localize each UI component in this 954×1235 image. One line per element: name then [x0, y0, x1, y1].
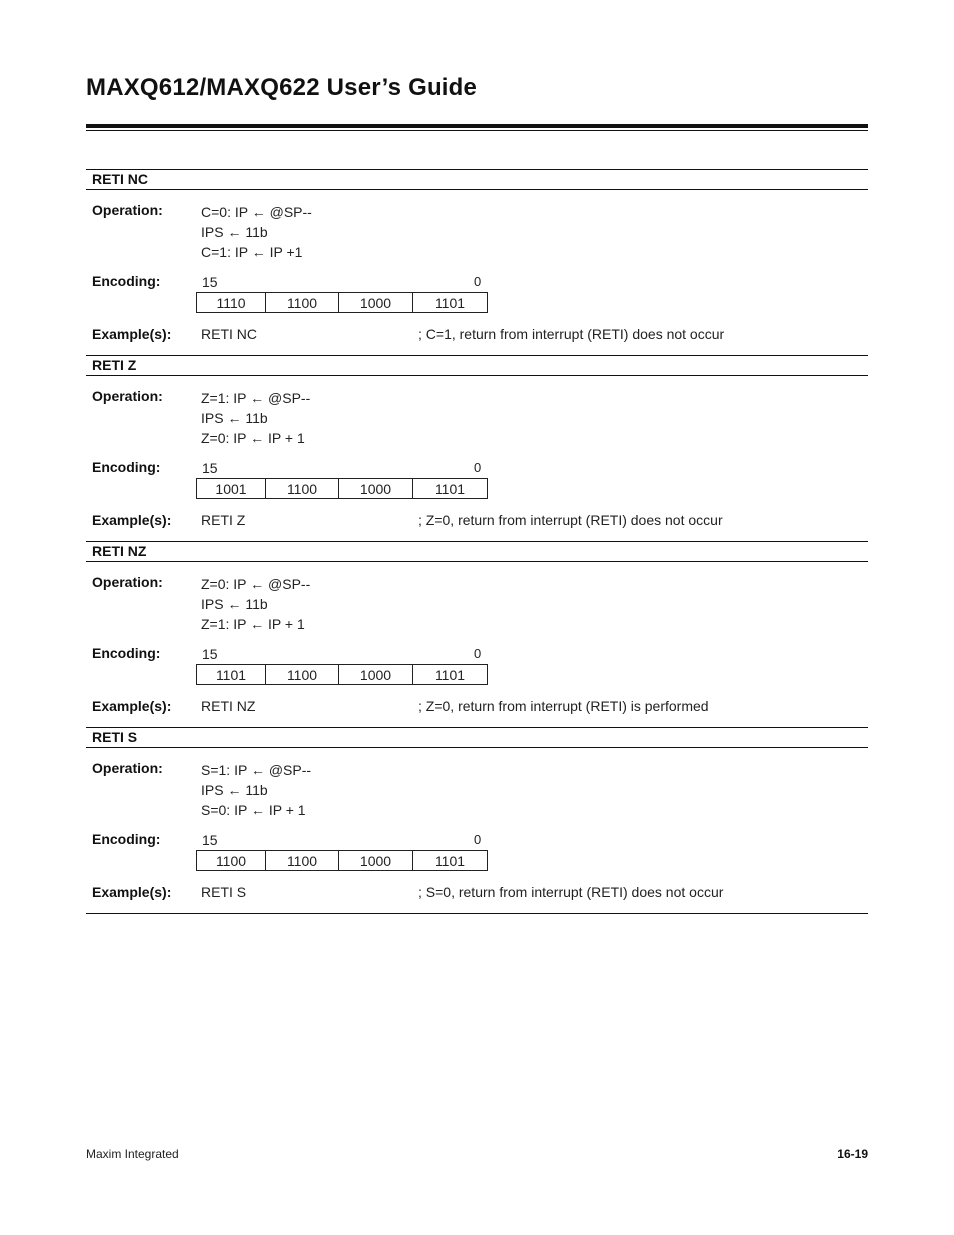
- encoding-nibble: 1100: [197, 851, 266, 871]
- operation-line: Z=0: IP ← @SP--: [201, 576, 311, 592]
- operation-line: S=1: IP ← @SP--: [201, 762, 312, 778]
- instruction-heading: RETI Z: [92, 357, 137, 373]
- page-title: MAXQ612/MAXQ622 User’s Guide: [86, 74, 478, 101]
- bit-high-label: 15: [202, 274, 218, 290]
- operation-label: Operation:: [92, 202, 163, 218]
- bottom-rule: [86, 913, 868, 914]
- bit-high-label: 15: [202, 646, 218, 662]
- encoding-nibble: 1100: [266, 479, 339, 499]
- operation-line: C=0: IP ← @SP--: [201, 204, 312, 220]
- encoding-label: Encoding:: [92, 831, 161, 847]
- instruction-heading: RETI S: [92, 729, 138, 745]
- encoding-nibble: 1100: [266, 665, 339, 685]
- section-top-rule: [86, 727, 868, 728]
- examples-label: Example(s):: [92, 698, 172, 714]
- encoding-table: [196, 664, 488, 685]
- instruction-heading: RETI NC: [92, 171, 148, 187]
- example-code: RETI Z: [201, 512, 246, 528]
- encoding-table: [196, 292, 488, 313]
- encoding-nibble: 1000: [339, 293, 413, 313]
- bit-low-label: 0: [474, 460, 482, 475]
- example-comment: ; S=0, return from interrupt (RETI) does not occur: [418, 884, 724, 900]
- example-comment: ; Z=0, return from interrupt (RETI) does not occur: [418, 512, 723, 528]
- encoding-label: Encoding:: [92, 645, 161, 661]
- example-code: RETI S: [201, 884, 247, 900]
- bit-low-label: 0: [474, 274, 482, 289]
- encoding-nibble: 1101: [197, 665, 266, 685]
- operation-label: Operation:: [92, 760, 163, 776]
- encoding-nibble: 1001: [197, 479, 266, 499]
- encoding-nibble: 1100: [266, 293, 339, 313]
- operation-line: IPS ← 11b: [201, 224, 268, 240]
- example-code: RETI NC: [201, 326, 257, 342]
- encoding-nibble: 1000: [339, 479, 413, 499]
- operation-line: IPS ← 11b: [201, 596, 268, 612]
- title-rule-thin: [86, 130, 868, 131]
- encoding-nibble: 1110: [197, 293, 266, 313]
- instruction-section-reti-nc: [86, 169, 868, 355]
- section-top-rule: [86, 169, 868, 170]
- encoding-nibble: 1101: [413, 293, 488, 313]
- examples-label: Example(s):: [92, 884, 172, 900]
- operation-line: IPS ← 11b: [201, 782, 268, 798]
- section-heading-rule: [86, 747, 868, 748]
- example-comment: ; Z=0, return from interrupt (RETI) is performed: [418, 698, 709, 714]
- encoding-nibble: 1000: [339, 665, 413, 685]
- example-comment: ; C=1, return from interrupt (RETI) does not occur: [418, 326, 725, 342]
- operation-line: IPS ← 11b: [201, 410, 268, 426]
- section-heading-rule: [86, 375, 868, 376]
- operation-line: Z=1: IP ← IP + 1: [201, 616, 305, 632]
- operation-label: Operation:: [92, 388, 163, 404]
- example-code: RETI NZ: [201, 698, 256, 714]
- encoding-table: [196, 478, 488, 499]
- operation-line: C=1: IP ← IP +1: [201, 244, 303, 260]
- bit-low-label: 0: [474, 646, 482, 661]
- operation-line: Z=1: IP ← @SP--: [201, 390, 311, 406]
- instruction-section-reti-z: [86, 355, 868, 541]
- footer-company: Maxim Integrated: [86, 1147, 179, 1161]
- bit-high-label: 15: [202, 460, 218, 476]
- encoding-nibble: 1101: [413, 665, 488, 685]
- title-rule-thick: [86, 124, 868, 128]
- instruction-section-reti-nz: [86, 541, 868, 727]
- examples-label: Example(s):: [92, 512, 172, 528]
- section-top-rule: [86, 541, 868, 542]
- bit-low-label: 0: [474, 832, 482, 847]
- encoding-nibble: 1101: [413, 479, 488, 499]
- operation-line: Z=0: IP ← IP + 1: [201, 430, 305, 446]
- encoding-label: Encoding:: [92, 459, 161, 475]
- encoding-nibble: 1100: [266, 851, 339, 871]
- encoding-label: Encoding:: [92, 273, 161, 289]
- footer-page-number: 16-19: [837, 1147, 868, 1161]
- section-heading-rule: [86, 561, 868, 562]
- instruction-section-reti-s: [86, 727, 868, 913]
- bit-high-label: 15: [202, 832, 218, 848]
- section-heading-rule: [86, 189, 868, 190]
- encoding-nibble: 1101: [413, 851, 488, 871]
- instruction-heading: RETI NZ: [92, 543, 147, 559]
- examples-label: Example(s):: [92, 326, 172, 342]
- encoding-table: [196, 850, 488, 871]
- operation-line: S=0: IP ← IP + 1: [201, 802, 306, 818]
- section-top-rule: [86, 355, 868, 356]
- operation-label: Operation:: [92, 574, 163, 590]
- encoding-nibble: 1000: [339, 851, 413, 871]
